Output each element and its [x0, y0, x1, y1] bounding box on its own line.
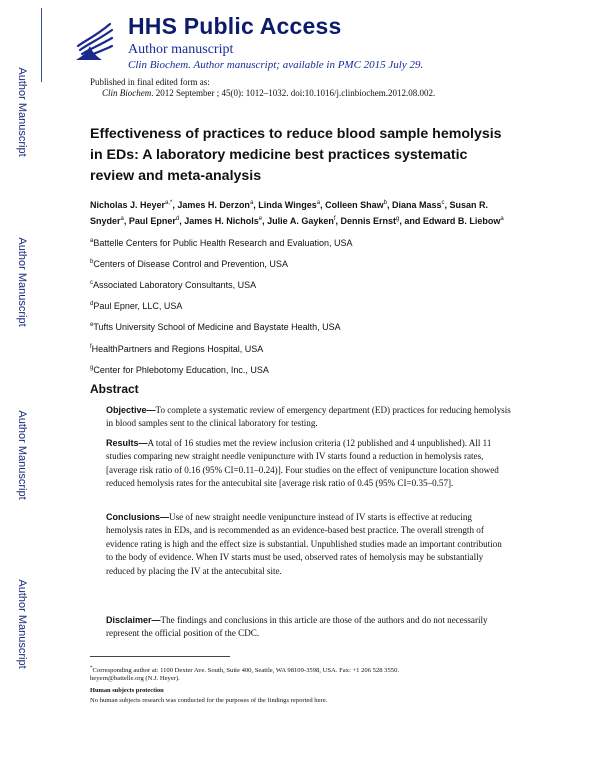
author-affiliation-mark: c	[441, 200, 445, 206]
author-affiliation-mark: a	[500, 216, 504, 222]
affiliation: $^c$Associated Laboratory Consultants, USA	[90, 280, 257, 290]
affiliation: $^a$Battelle Centers for Public Health Research and Evaluation, USA	[90, 238, 353, 248]
author-name: James H. Derzon	[177, 200, 250, 210]
author-name: Paul Epner	[128, 216, 176, 226]
author-affiliation-mark: b	[383, 200, 387, 206]
affiliation: $^b$Centers of Disease Control and Prevention, USA	[90, 259, 288, 269]
author-name: Dennis Ernst	[340, 216, 397, 226]
sidebar-label: Author Manuscript	[16, 579, 28, 669]
article-title: Effectiveness of practices to reduce blood sample hemolysis in EDs: A laboratory medicine best practices systematic review and meta-analysis	[90, 126, 502, 184]
author-affiliation-mark: d	[175, 216, 180, 222]
author-affiliation-mark: a	[249, 200, 254, 206]
affiliation: $^f$HealthPartners and Regions Hospital, USA	[90, 344, 264, 354]
affiliation: $^g$Center for Phlebotomy Education, Inc., USA	[90, 365, 269, 375]
citation	[102, 88, 435, 98]
human-subjects-text: No human subjects research was conducted for the purposes of the findings reported here.	[90, 697, 328, 704]
abstract-conclusions: Conclusions—Use of new straight needle venipuncture instead of IV starts is effective at reducing hemolysis rates in EDs, and is recommended as an evidence-based best practice. The overall strength of evidence rating is high and the effect size is substantial. Unpublished studies made an important contribution to the body of evidence. When IV starts must be used, observed rates of hemolysis may be substantially reduced by placing the IV at the antecubital site.	[106, 512, 502, 576]
author-affiliation-mark: a,*	[165, 200, 173, 206]
author-name: Colleen Shaw	[325, 200, 384, 210]
sidebar-label: Author Manuscript	[16, 410, 28, 500]
author-name: Nicholas J. Heyer	[90, 200, 166, 210]
affiliation: $^e$Tufts University School of Medicine and Baystate Health, USA	[90, 322, 341, 332]
corresponding-footnote: *Corresponding author at: 1100 Dexter Ave. South, Suite 400, Seattle, WA 98109-3598, USA. Fax: +1 206 528 3550.	[90, 666, 400, 675]
sidebar-label: Author Manuscript	[16, 67, 28, 157]
author-name: Julie A. Gayken	[267, 216, 334, 226]
abstract-heading: Abstract	[90, 382, 139, 396]
author-affiliation-mark: g	[396, 216, 400, 222]
author-name: Susan R. Snyder	[90, 200, 489, 226]
affiliation: $^d$Paul Epner, LLC, USA	[90, 301, 183, 311]
author-affiliation-mark: e	[258, 216, 263, 222]
published-note: Published in final edited form as:	[90, 77, 210, 87]
abstract-objective: Objective—To complete a systematic review of emergency department (ED) practices for reducing hemolysis in blood samples sent to the clinical laboratory for testing.	[106, 405, 511, 429]
availability-note: Clin Biochem. Author manuscript; available in PMC 2015 July 29.	[128, 59, 424, 71]
human-subjects-heading: Human subjects protection	[90, 687, 164, 694]
hhs-eagle-icon	[72, 16, 116, 64]
left-sidebar	[0, 0, 40, 776]
header-divider	[41, 8, 42, 82]
journal-name: Clin Biochem	[102, 88, 152, 98]
author-affiliation-mark: a	[316, 200, 321, 206]
footnote-rule	[90, 656, 230, 657]
author-name: Diana Mass	[391, 200, 442, 210]
abstract-disclaimer: Disclaimer—The findings and conclusions in this article are those of the authors and do not necessarily represent the official position of the CDC.	[106, 615, 488, 639]
sidebar-label: Author Manuscript	[16, 237, 28, 327]
email-footnote: heyern@battelle.org (N.J. Heyer).	[90, 675, 180, 682]
author-name: James H. Nichols	[184, 216, 259, 226]
abstract-results: Results—A total of 16 studies met the review inclusion criteria (12 published and 4 unpublished). All 11 studies comparing new straight needle venipuncture with IV starts found a reduction in hemolysis rates, [average risk ratio of 0.16 (95% CI=0.11–0.24)]. Four studies on the effect of venipuncture location showed reduced hemolysis rates for the antecubital site [average risk ratio of 0.45 (95% CI=0.35–0.57].	[106, 438, 499, 489]
author-affiliation-mark: a	[120, 216, 124, 222]
author-affiliation-mark: f	[333, 216, 336, 222]
author-name: Linda Winges	[258, 200, 317, 210]
manuscript-label: Author manuscript	[128, 42, 234, 57]
author-name: Edward B. Liebow	[422, 216, 501, 226]
hhs-title: HHS Public Access	[128, 13, 342, 39]
citation-details: . 2012 September ; 45(0): 1012–1032. doi:10.1016/j.clinbiochem.2012.08.002.	[151, 88, 436, 98]
author-list: Nicholas J. Heyer$^{a,*}$, James H. Derzon$^a$, Linda Winges$^a$, Colleen Shaw$^b$, Diana Mass$^c$, Susan R. Snyder$^a$, Paul Epner$^d$, James H. Nichols$^e$, Julie A. Gayken$^f$, Dennis Ernst$^g$, and Edward B. Liebow$^a$	[90, 200, 504, 226]
